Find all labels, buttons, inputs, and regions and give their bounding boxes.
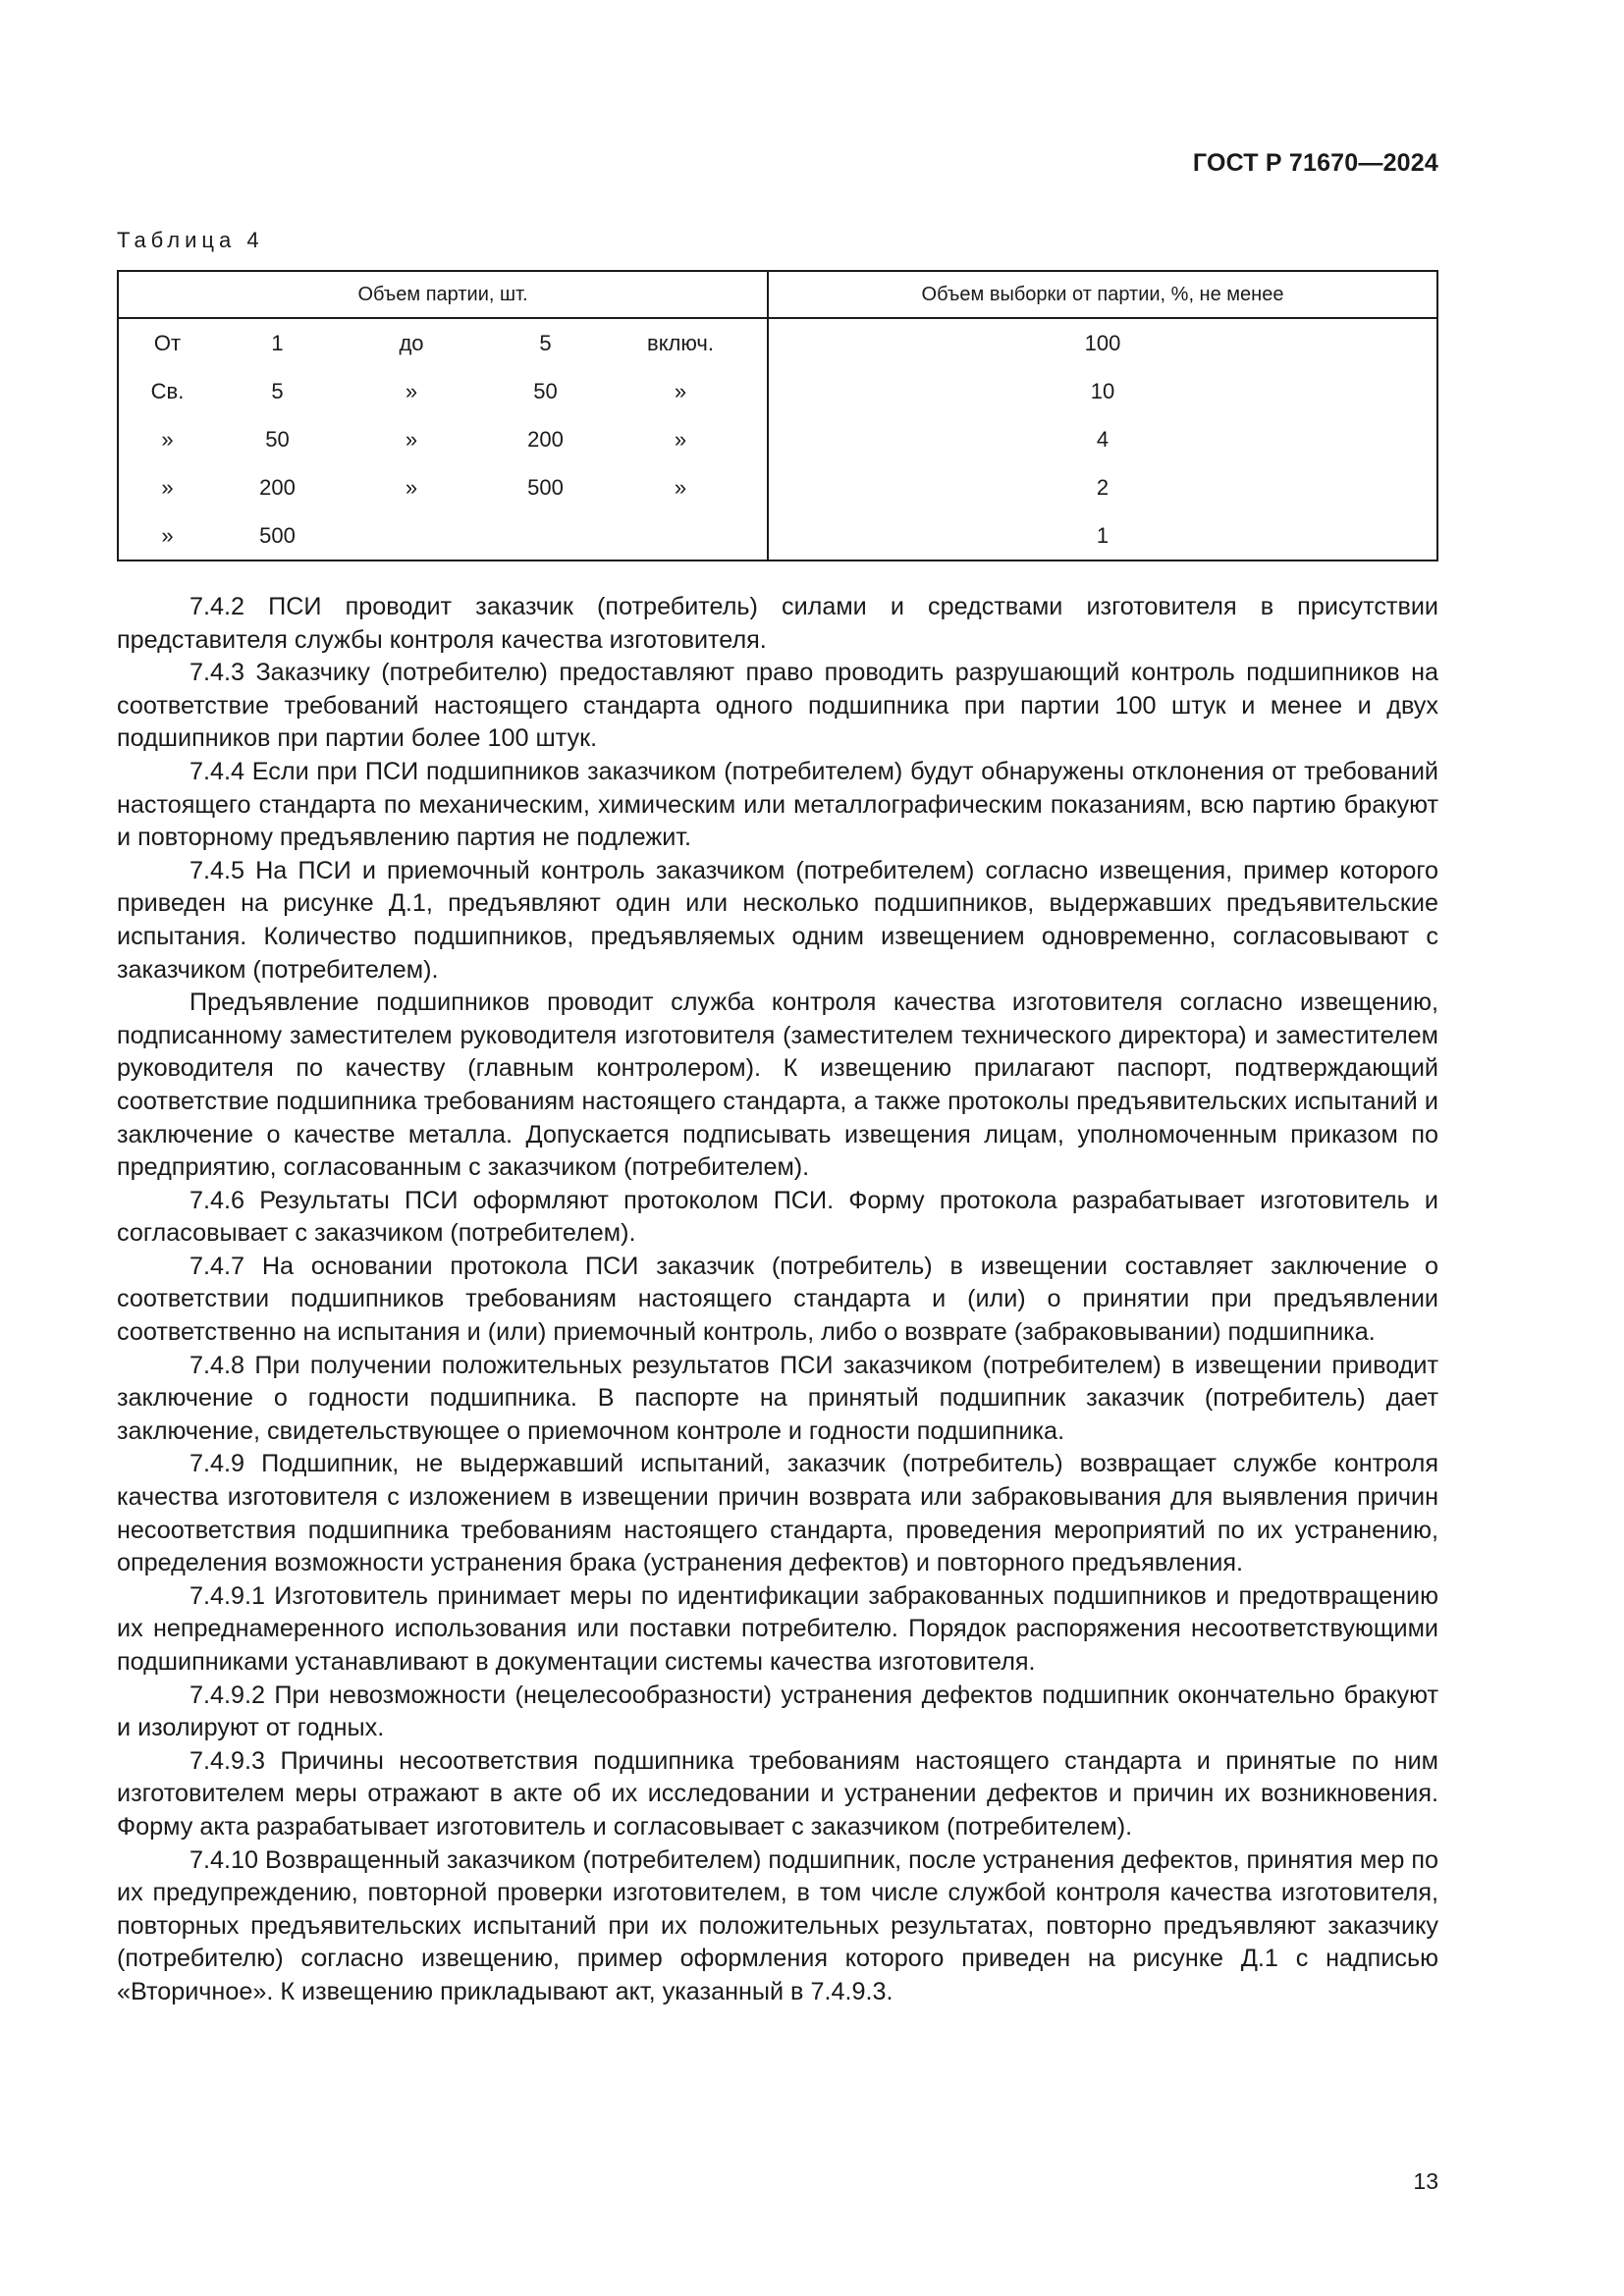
sample-percent-cell: 2 bbox=[768, 463, 1437, 511]
sample-percent-cell: 10 bbox=[768, 367, 1437, 415]
range-to: 5 bbox=[539, 330, 552, 355]
table-header-row bbox=[118, 271, 1437, 318]
range-prefix: » bbox=[161, 426, 174, 452]
range-to: 200 bbox=[527, 426, 564, 452]
table-row bbox=[118, 463, 1437, 511]
range-suffix: включ. bbox=[647, 330, 714, 355]
range-to: 50 bbox=[533, 378, 558, 403]
range-from: 50 bbox=[265, 426, 290, 452]
paragraph-7-4-8: 7.4.8 При получении положительных результатов ПСИ заказчиком (потребителем) в извещении приводит заключение о годности подшипника. В паспорте на принятый подшипник заказчик (потребитель) дает заключение, свидетельствующее о приемочном контроле и годности подшипника. bbox=[117, 1351, 1438, 1445]
range-suffix: » bbox=[674, 426, 687, 452]
sample-size-table bbox=[117, 270, 1438, 561]
paragraph-7-4-5: 7.4.5 На ПСИ и приемочный контроль заказчиком (потребителем) согласно извещения, пример которого приведен на рисунке Д.1, предъявляют один или несколько подшипников, выдержавших предъявительские испытания. Количество подшипников, предъявляемых одним извещением одновременно, согласовывают с заказчиком (потребителем). bbox=[117, 856, 1438, 984]
paragraph-7-4-5-continued: Предъявление подшипников проводит служба контроля качества изготовителя согласно извещению, подписанному заместителем руководителя изготовителя (заместителем технического директора) и заместителем руководителя по качеству (главным контролером). К извещению прилагают паспорт, подтверждающий соответствие подшипника требованиям настоящего стандарта, а также протоколы предъявительских испытаний и заключение о качестве металла. Допускается подписывать извещения лицам, уполномоченным приказом по предприятию, согласованным с заказчиком (потребителем). bbox=[117, 988, 1438, 1182]
paragraph-7-4-9-3: 7.4.9.3 Причины несоответствия подшипника требованиям настоящего стандарта и принятые по ним изготовителем меры отражают в акте об их исследовании и устранении дефектов и причин их возникновения. Форму акта разрабатывает изготовитель и согласовывает с заказчиком (потребителем). bbox=[117, 1746, 1438, 1841]
range-prefix: » bbox=[161, 522, 174, 548]
table-caption: Таблица 4 bbox=[117, 228, 264, 252]
paragraph-7-4-7: 7.4.7 На основании протокола ПСИ заказчик (потребитель) в извещении составляет заключение о соответствии подшипников требованиям настоящего стандарта и (или) о принятии при предъявлении соответственно на испытания и (или) приемочный контроль, либо о возврате (забраковывании) подшипника. bbox=[117, 1252, 1438, 1347]
batch-range-cell bbox=[118, 415, 768, 463]
paragraph-7-4-10: 7.4.10 Возвращенный заказчиком (потребителем) подшипник, после устранения дефектов, принятия мер по их предупреждению, повторной проверки изготовителем, в том числе службой контроля качества изготовителя, повторных предъявительских испытаний при их положительных результатах, повторно предъявляют заказчику (потребителю) согласно извещению, пример оформления которого приведен на рисунке Д.1 с надписью «Вторичное». К извещению прикладывают акт, указанный в 7.4.9.3. bbox=[117, 1845, 1438, 2005]
range-prefix: Св. bbox=[150, 378, 185, 403]
body-text bbox=[117, 591, 1438, 2009]
batch-range-cell bbox=[118, 463, 768, 511]
range-to: 500 bbox=[527, 474, 564, 500]
paragraph-7-4-9-2: 7.4.9.2 При невозможности (нецелесообразности) устранения дефектов подшипник окончательно бракуют и изолируют от годных. bbox=[117, 1681, 1438, 1742]
range-to-word: » bbox=[405, 474, 418, 500]
paragraph-7-4-6: 7.4.6 Результаты ПСИ оформляют протоколом ПСИ. Форму протокола разрабатывает изготовитель и согласовывает с заказчиком (потребителем). bbox=[117, 1186, 1438, 1248]
range-from: 200 bbox=[259, 474, 296, 500]
range-to-word: » bbox=[405, 378, 418, 403]
batch-range-cell bbox=[118, 318, 768, 367]
range-from: 5 bbox=[271, 378, 284, 403]
range-from: 1 bbox=[271, 330, 284, 355]
paragraph-7-4-4: 7.4.4 Если при ПСИ подшипников заказчиком (потребителем) будут обнаружены отклонения от требований настоящего стандарта по механическим, химическим или металлографическим показаниям, всю партию бракуют и повторному предъявлению партия не подлежит. bbox=[117, 757, 1438, 852]
range-suffix: » bbox=[674, 378, 687, 403]
page-number: 13 bbox=[1413, 2168, 1438, 2194]
batch-range-cell bbox=[118, 367, 768, 415]
range-from: 500 bbox=[259, 522, 296, 548]
range-prefix: » bbox=[161, 474, 174, 500]
range-to-word: до bbox=[399, 330, 424, 355]
range-suffix bbox=[607, 523, 754, 549]
table-row bbox=[118, 415, 1437, 463]
range-suffix: » bbox=[674, 474, 687, 500]
table-row bbox=[118, 318, 1437, 367]
paragraph-7-4-9-1: 7.4.9.1 Изготовитель принимает меры по идентификации забракованных подшипников и предотвращению их непреднамеренного использования или поставки потребителю. Порядок распоряжения несоответствующими подшипниками устанавливают в документации системы качества изготовителя. bbox=[117, 1581, 1438, 1676]
batch-range-cell bbox=[118, 511, 768, 561]
paragraph-7-4-3: 7.4.3 Заказчику (потребителю) предоставляют право проводить разрушающий контроль подшипников на соответствие требований настоящего стандарта одного подшипника при партии 100 штук и менее и двух подшипников при партии более 100 штук. bbox=[117, 659, 1438, 753]
sample-percent-cell: 100 bbox=[768, 318, 1437, 367]
document-code: ГОСТ Р 71670—2024 bbox=[1192, 149, 1438, 177]
range-to-word: » bbox=[405, 426, 418, 452]
paragraph-7-4-2: 7.4.2 ПСИ проводит заказчик (потребитель) силами и средствами изготовителя в присутствии представителя службы контроля качества изготовителя. bbox=[117, 593, 1438, 654]
paragraph-7-4-9: 7.4.9 Подшипник, не выдержавший испытаний, заказчик (потребитель) возвращает службе контроля качества изготовителя с изложением в извещении причин возврата или забраковывания для выявления причин несоответствия подшипника требованиям настоящего стандарта, проведения мероприятий по их устранению, определения возможности устранения брака (устранения дефектов) и повторного предъявления. bbox=[117, 1450, 1438, 1577]
range-to-word bbox=[339, 523, 484, 549]
table-row bbox=[118, 511, 1437, 561]
sample-percent-cell: 1 bbox=[768, 511, 1437, 561]
sample-percent-cell: 4 bbox=[768, 415, 1437, 463]
col-header-batch-size: Объем партии, шт. bbox=[118, 271, 768, 318]
col-header-sample-percent: Объем выборки от партии, %, не менее bbox=[768, 271, 1437, 318]
table-row bbox=[118, 367, 1437, 415]
range-prefix: От bbox=[153, 330, 182, 355]
range-to bbox=[484, 523, 607, 549]
